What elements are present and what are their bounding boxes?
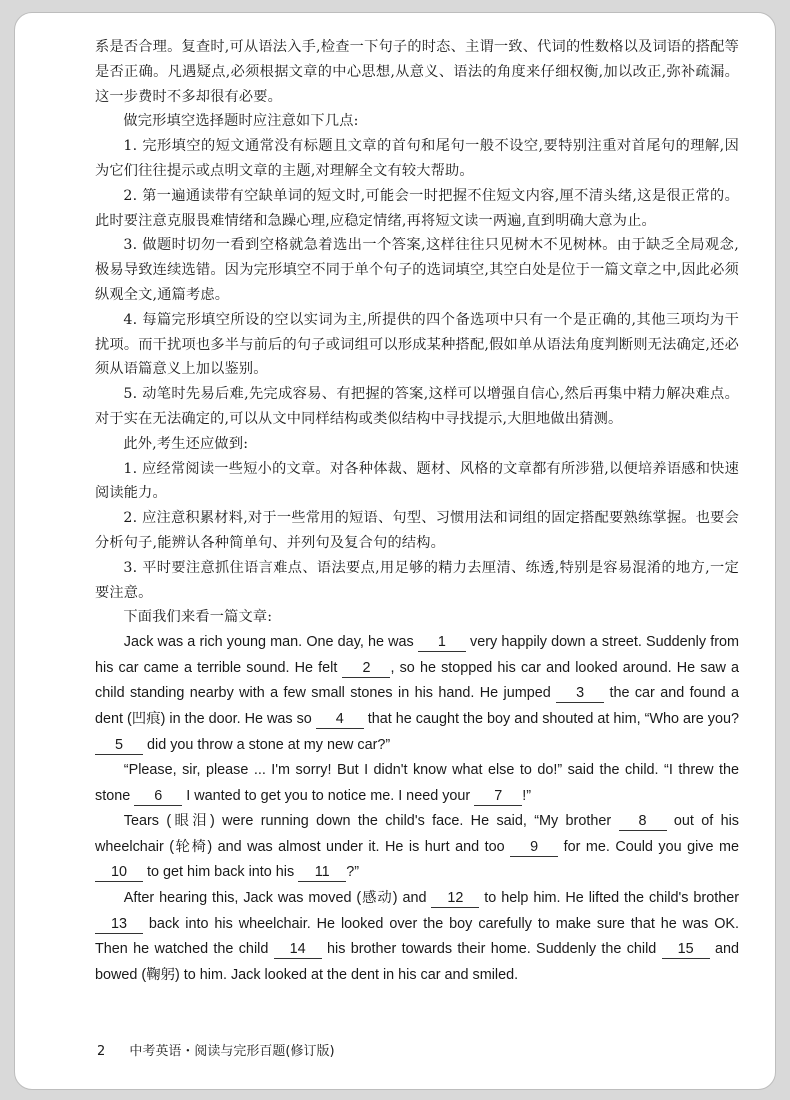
passage-text: and bowed (鞠躬) to him. Jack looked at the dent in his car and smiled. [95,941,739,983]
tip-4: 4. 每篇完形填空所设的空以实词为主,所提供的四个备选项中只有一个是正确的,其他三项均为干扰项。而干扰项也多半与前后的句子或词组可以形成某种搭配,假如单从语法角度判断则无法确定,还必须从语篇意义上加以鉴别。 [95,311,739,378]
blank-14: 14 [274,940,322,959]
passage-text: After hearing this, Jack was moved (感动) and [123,890,432,907]
passage-paragraph-1 [95,630,739,758]
tips-heading: 做完形填空选择题时应注意如下几点: [123,113,359,130]
passage-text: to help him. He lifted the child's brother [479,890,739,907]
blank-10: 10 [95,863,143,882]
passage-text: !” [522,787,531,804]
passage-text: to get him back into his [143,864,299,881]
blank-5: 5 [95,736,143,755]
blank-8: 8 [619,812,667,831]
passage-text: “Please, sir, please ... I'm sorry! But I didn't know what else to do!” said the child. “I threw the stone [95,762,739,804]
passage-text: , so he stopped his car and looked around. He saw a child standing nearby with a few small stones in his hand. He jumped [95,659,739,702]
blank-13: 13 [95,915,143,934]
book-title: 中考英语・阅读与完形百题(修订版) [129,1044,335,1059]
blank-3: 3 [556,684,604,703]
passage-text: back into his wheelchair. He looked over the boy carefully to make sure that he was OK. Then he watched the child [95,915,739,958]
tip-1: 1. 完形填空的短文通常没有标题且文章的首句和尾句一般不设空,要特别注重对首尾句的理解,因为它们往往提示或点明文章的主题,对理解全文有较大帮助。 [95,138,739,179]
tip-5: 5. 动笔时先易后难,先完成容易、有把握的答案,这样可以增强自信心,然后再集中精力解决难点。对于实在无法确定的,可以从文中同样结构或类似结构中寻找提示,大胆地做出猜测。 [95,386,739,427]
blank-12: 12 [431,889,479,908]
passage-text: Tears (眼泪) were running down the child's face. He said, “My brother [123,813,619,830]
extra-1: 1. 应经常阅读一些短小的文章。对各种体裁、题材、风格的文章都有所涉猎,以便培养语感和快速阅读能力。 [95,460,739,502]
passage-text: I wanted to get you to notice me. I need your [182,787,475,804]
passage-text: the car and found a dent (凹痕) in the door. He was so [95,685,740,727]
blank-2: 2 [342,659,390,678]
page-number: 2 [97,1044,106,1059]
passage-text: his brother towards their home. Suddenly the child [321,941,662,958]
blank-1: 1 [418,633,466,652]
passage-text: Jack was a rich young man. One day, he was [123,634,418,651]
passage-text: out of his wheelchair (轮椅) and was almost under it. He is hurt and too [95,813,739,855]
passage-text: that he caught the boy and shouted at him, “Who are you? [363,710,739,727]
passage-text: for me. Could you give me [558,838,739,855]
extra-3: 3. 平时要注意抓住语言难点、语法要点,用足够的精力去厘清、练透,特别是容易混淆的地方,一定要注意。 [95,559,739,601]
passage-text: did you throw a stone at my new car?” [143,736,391,753]
passage-text: ?” [346,864,359,881]
blank-7: 7 [474,787,522,806]
page-footer [97,1040,335,1059]
passage-text: very happily down a street. Suddenly from his car came a terrible sound. He felt [95,634,739,676]
intro-paragraph: 系是否合理。复查时,可从语法入手,检查一下句子的时态、主谓一致、代词的性数格以及词语的搭配等是否正确。凡遇疑点,必须根据文章的中心思想,从意义、语法的角度来仔细权衡,加以改正,弥补疏漏。这一步费时不多却很有必要。 [95,39,739,105]
tip-2: 2. 第一遍通读带有空缺单词的短文时,可能会一时把握不住短文内容,厘不清头绪,这是很正常的。此时要注意克服畏难情绪和急躁心理,应稳定情绪,再将短文读一两遍,直到明确大意为止。 [95,187,739,229]
passage-paragraph-4 [95,886,739,988]
blank-6: 6 [134,787,182,806]
page-content [95,35,739,988]
extra-2: 2. 应注意积累材料,对于一些常用的短语、句型、习惯用法和词组的固定搭配要熟练掌握。也要会分析句子,能辨认各种简单句、并列句及复合句的结构。 [95,510,739,551]
blank-9: 9 [510,838,558,857]
extra-heading: 此外,考生还应做到: [123,435,249,452]
blank-11: 11 [298,863,346,882]
tip-3: 3. 做题时切勿一看到空格就急着选出一个答案,这样往往只见树木不见树林。由于缺乏全局观念,极易导致连续选错。因为完形填空不同于单个句子的选词填空,其空白处是位于一篇文章之中,因此必须纵观全文,通篇考虑。 [95,237,739,303]
passage-paragraph-2 [95,758,739,809]
page [14,12,776,1090]
blank-4: 4 [316,710,364,729]
passage-intro: 下面我们来看一篇文章: [123,609,273,626]
blank-15: 15 [662,940,710,959]
passage-paragraph-3 [95,809,739,886]
